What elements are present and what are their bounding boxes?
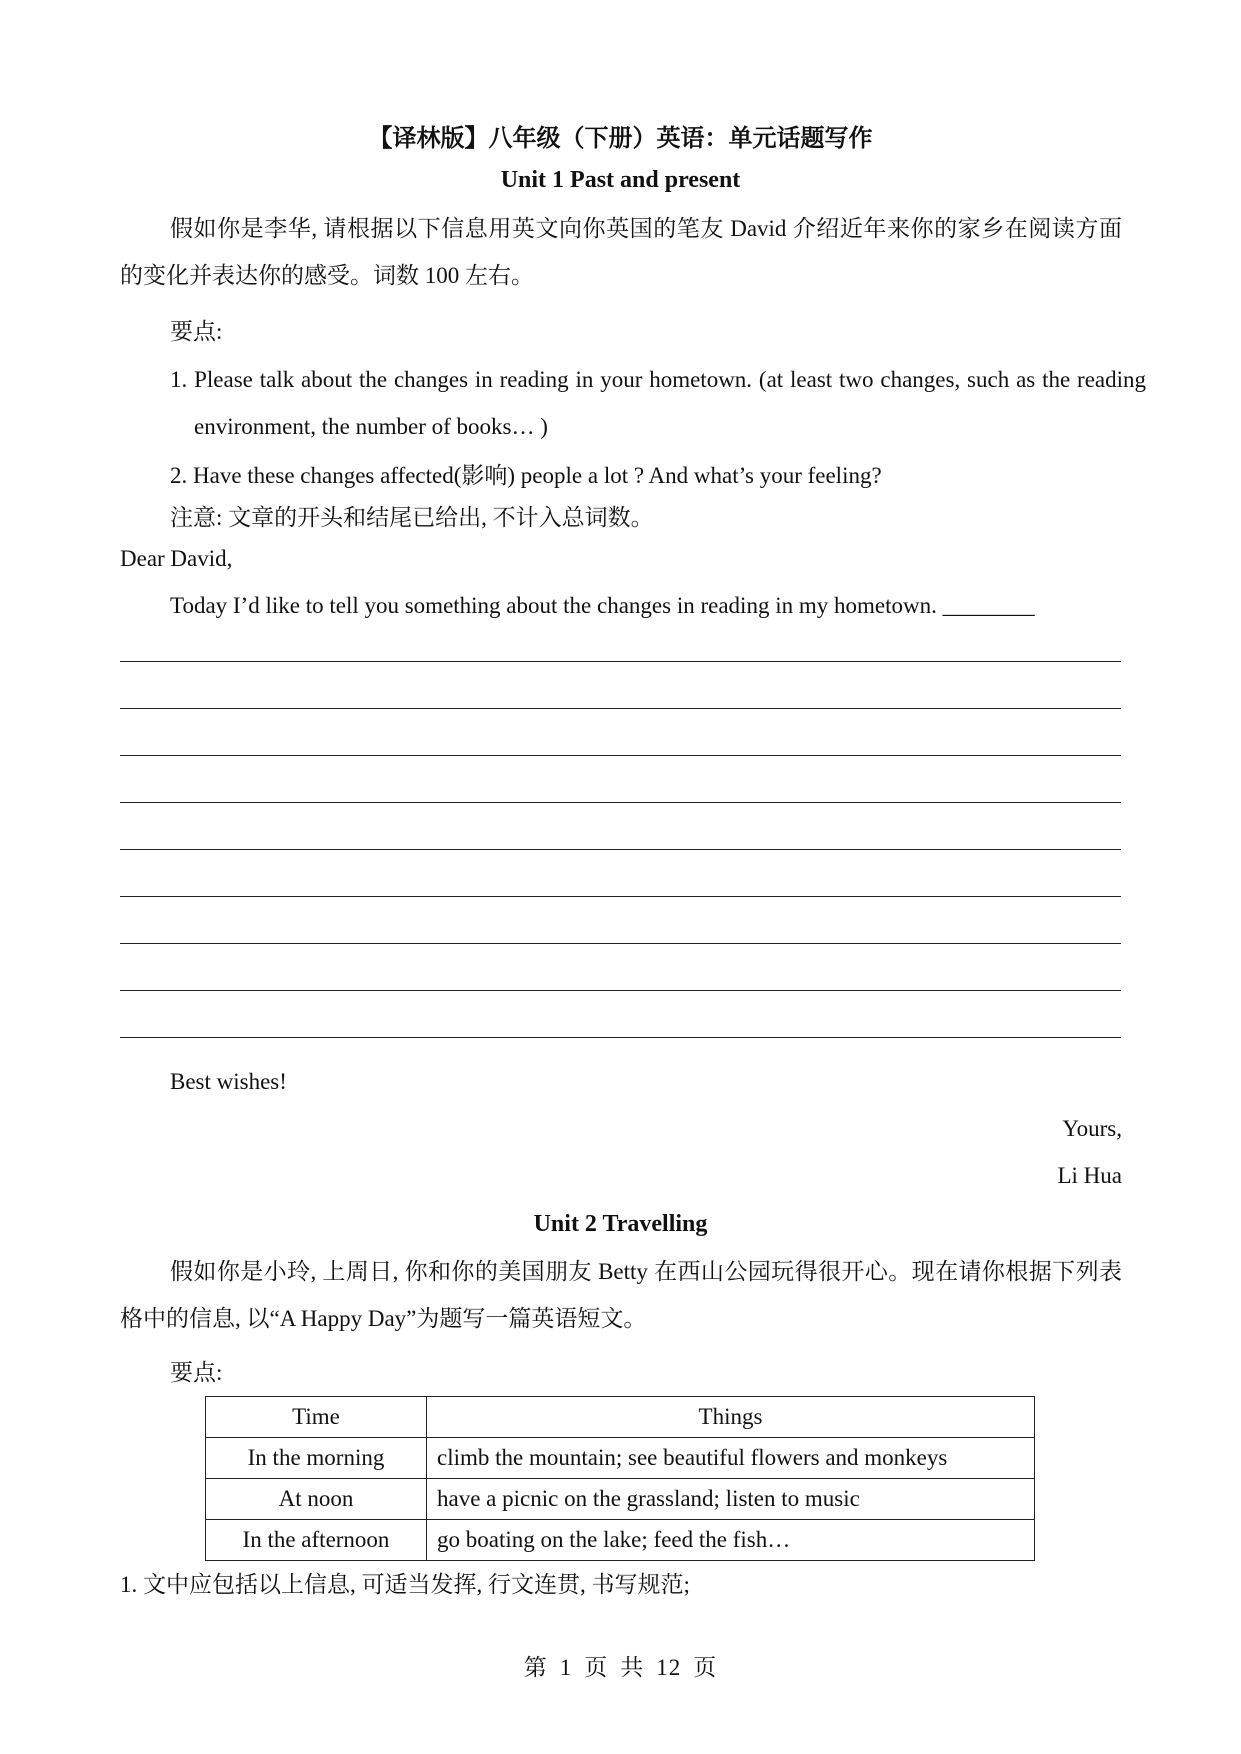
table-header-time: Time bbox=[206, 1397, 427, 1438]
writing-line[interactable] bbox=[120, 943, 1121, 944]
table-cell-time: In the morning bbox=[206, 1438, 427, 1479]
page-footer bbox=[0, 1649, 1241, 1682]
writing-line[interactable] bbox=[120, 708, 1121, 709]
writing-line[interactable] bbox=[120, 990, 1121, 991]
footer-total-pages: 12 bbox=[656, 1655, 682, 1680]
document-title: 【译林版】八年级（下册）英语：单元话题写作 bbox=[368, 126, 873, 152]
letter-sign-yours: Yours, bbox=[1062, 1116, 1122, 1141]
unit2-requirement-1: 1. 文中应包括以上信息, 可适当发挥, 行文连贯, 书写规范; bbox=[120, 1572, 690, 1597]
writing-line[interactable] bbox=[120, 661, 1121, 662]
footer-gong: 共 bbox=[620, 1655, 645, 1680]
letter-closing: Best wishes! bbox=[170, 1069, 287, 1094]
table-cell-time: In the afternoon bbox=[206, 1520, 427, 1561]
unit1-heading: Unit 1 Past and present bbox=[500, 167, 741, 193]
unit2-intro: 假如你是小玲, 上周日, 你和你的美国朋友 Betty 在西山公园玩得很开心。现在请你根据下列表格中的信息, 以“A Happy Day”为题写一篇英语短文。 bbox=[120, 1259, 1122, 1331]
footer-di: 第 bbox=[523, 1655, 548, 1680]
unit1-point-2: 2. Have these changes affected(影响) people a lot ? And what’s your feeling? bbox=[170, 463, 882, 488]
table-cell-things: climb the mountain; see beautiful flowers and monkeys bbox=[427, 1438, 1035, 1479]
table-cell-things: have a picnic on the grassland; listen to music bbox=[427, 1479, 1035, 1520]
writing-line[interactable] bbox=[120, 755, 1121, 756]
unit1-point-1: 1. Please talk about the changes in reading in your hometown. (at least two changes, such as the reading environment, the number of books… ) bbox=[170, 367, 1146, 439]
footer-page-number: 1 bbox=[559, 1655, 573, 1680]
unit2-heading: Unit 2 Travelling bbox=[533, 1211, 708, 1237]
footer-ye: 页 bbox=[584, 1655, 609, 1680]
letter-opening: Today I’d like to tell you something about the changes in reading in my hometown. ________ bbox=[170, 593, 1035, 618]
table-header-things: Things bbox=[427, 1397, 1035, 1438]
footer-ye: 页 bbox=[693, 1655, 718, 1680]
table-cell-time: At noon bbox=[206, 1479, 427, 1520]
writing-line[interactable] bbox=[120, 896, 1121, 897]
writing-line[interactable] bbox=[120, 849, 1121, 850]
letter-sign-name: Li Hua bbox=[1057, 1163, 1122, 1188]
unit1-points-label: 要点: bbox=[170, 319, 223, 344]
unit2-points-table bbox=[205, 1396, 1035, 1561]
writing-line[interactable] bbox=[120, 802, 1121, 803]
unit1-intro: 假如你是李华, 请根据以下信息用英文向你英国的笔友 David 介绍近年来你的家乡在阅读方面的变化并表达你的感受。词数 100 左右。 bbox=[120, 216, 1122, 288]
letter-greeting: Dear David, bbox=[120, 546, 233, 571]
table-row bbox=[206, 1520, 1035, 1561]
table-row bbox=[206, 1438, 1035, 1479]
writing-line[interactable] bbox=[120, 1037, 1121, 1038]
table-row bbox=[206, 1479, 1035, 1520]
unit2-points-label: 要点: bbox=[170, 1360, 223, 1385]
table-header-row bbox=[206, 1397, 1035, 1438]
table-cell-things: go boating on the lake; feed the fish… bbox=[427, 1520, 1035, 1561]
unit1-note: 注意: 文章的开头和结尾已给出, 不计入总词数。 bbox=[170, 505, 654, 530]
